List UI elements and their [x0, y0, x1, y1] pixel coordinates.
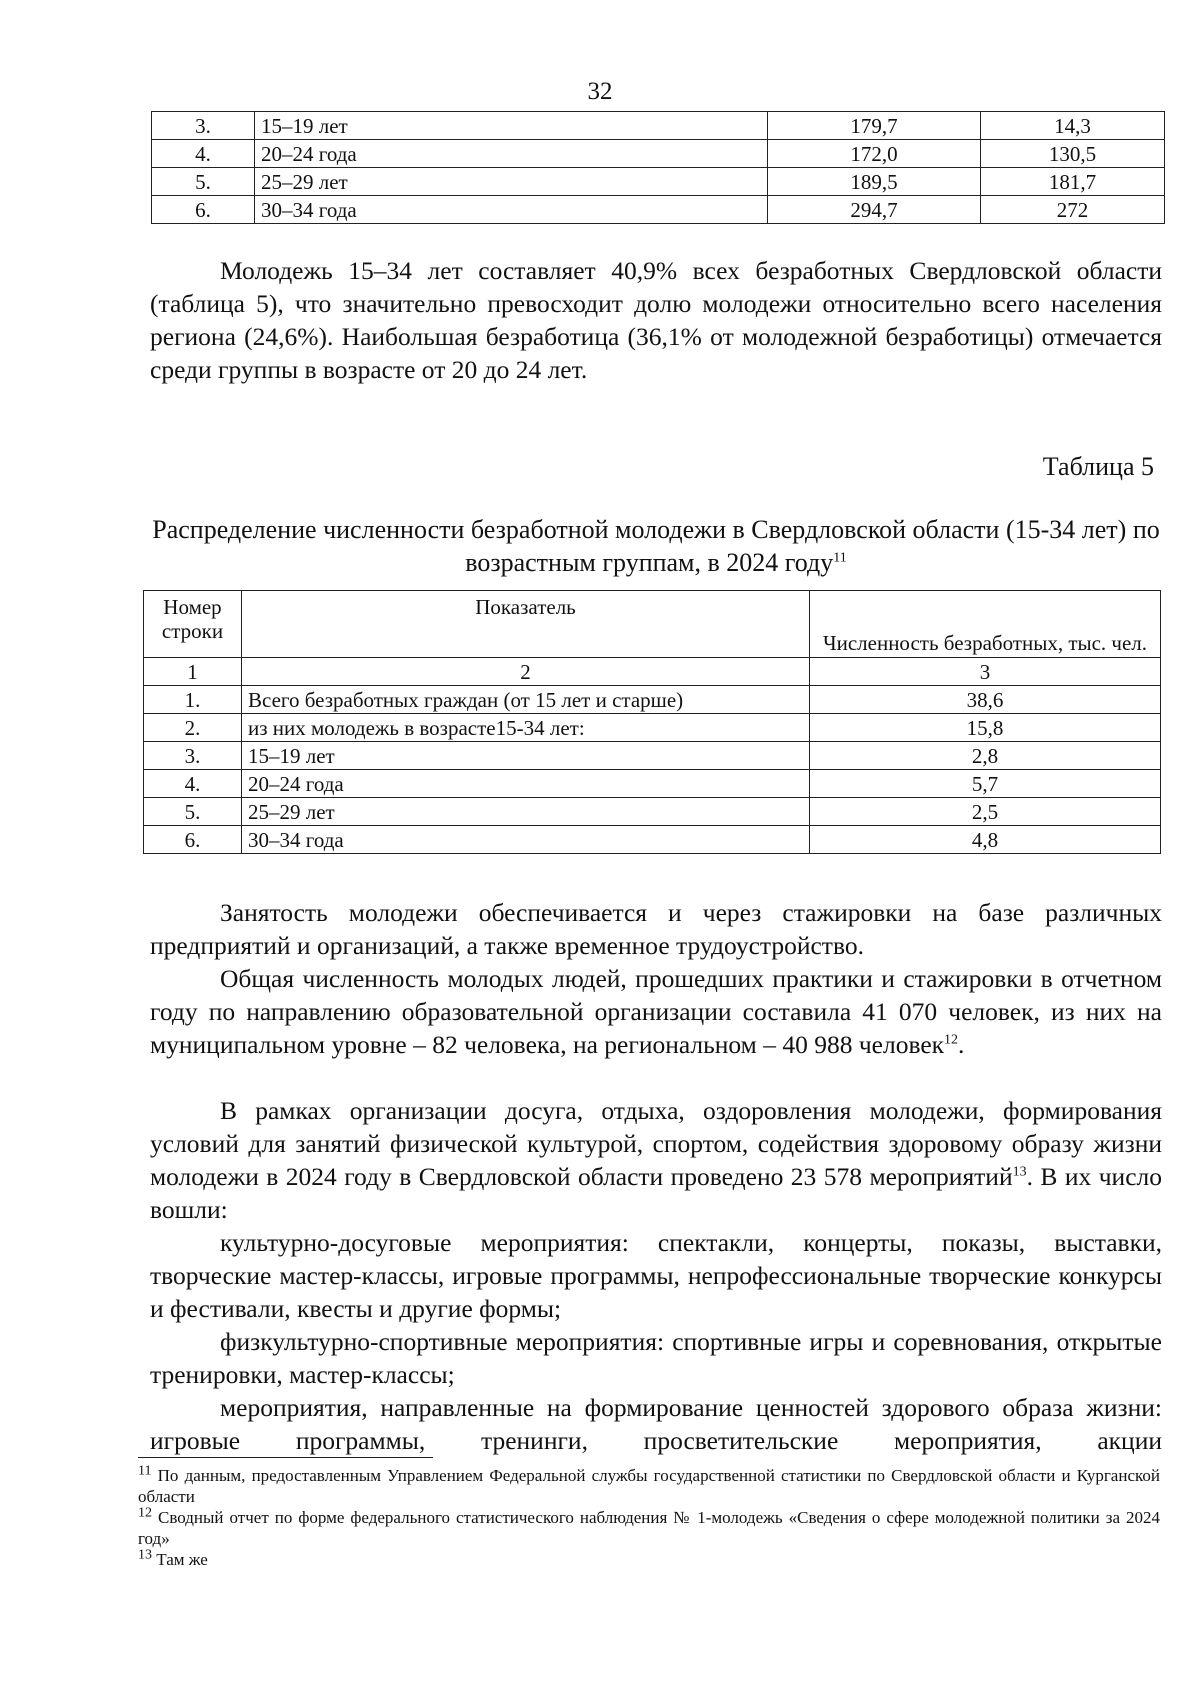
row-value: 272: [981, 196, 1165, 224]
paragraph-text: В рамках организации досуга, отдыха, оздоровления молодежи, формирования условий для занятий физической культурой, спортом, содействия здоровому образу жизни молодежи в 2024 году в Свердловской области проведено 23 578 мероприятий: [150, 1096, 1162, 1191]
row-label: 15–19 лет: [242, 742, 810, 770]
footnote-number: 12: [138, 1505, 152, 1521]
row-value: 14,3: [981, 112, 1165, 140]
row-value: 294,7: [768, 196, 981, 224]
page-number: 32: [587, 78, 613, 105]
footnote-ref: 13: [1012, 1164, 1027, 1180]
header-row-number: Номер строки: [144, 591, 242, 658]
row-number: 4.: [152, 140, 255, 168]
footnotes: [138, 1465, 1160, 1570]
table-title-text: Распределение численности безработной молодежи в Свердловской области (15-34 лет) по возрастным группам, в 2024 году: [152, 515, 1160, 577]
footnote-ref: 11: [833, 550, 847, 566]
continued-table: [151, 111, 1165, 224]
row-value: 2,5: [810, 798, 1161, 826]
row-value: 2,8: [810, 742, 1161, 770]
row-value: 15,8: [810, 714, 1161, 742]
column-number: 3: [810, 658, 1161, 686]
row-label: 20–24 года: [242, 770, 810, 798]
paragraph-text: Общая численность молодых людей, прошедших практики и стажировки в отчетном году по направлению образовательной организации составила 41 070 человек, из них на муниципальном уровне – 82 человека, на региональном – 40 988 человек: [150, 964, 1162, 1059]
footnote: [138, 1465, 1160, 1507]
table-row: [144, 826, 1161, 854]
paragraph-youth-unemployment: Молодежь 15–34 лет составляет 40,9% всех безработных Свердловской области (таблица 5), что значительно превосходит долю молодежи относительно всего населения региона (24,6%). Наибольшая безработица (36,1% от молодежной безработицы) отмечается среди группы в возрасте от 20 до 24 лет.: [150, 256, 1162, 384]
column-number-row: [144, 658, 1161, 686]
column-number: 2: [242, 658, 810, 686]
paragraph-text-tail: . В их число вошли:: [150, 1162, 1162, 1224]
row-label: 30–34 года: [255, 196, 768, 224]
header-indicator: Показатель: [242, 591, 810, 658]
row-value: 179,7: [768, 112, 981, 140]
row-value: 4,8: [810, 826, 1161, 854]
row-number: 6.: [144, 826, 242, 854]
column-number: 1: [144, 658, 242, 686]
paragraph-sport-events: физкультурно-спортивные мероприятия: спортивные игры и соревнования, открытые тренировки, мастер-классы;: [150, 1327, 1162, 1389]
footnote-text: Сводный отчет по форме федерального статистического наблюдения № 1-молодежь «Сведения о сфере молодежной политики за 2024 год»: [138, 1508, 1160, 1548]
paragraph-events: [150, 1094, 1162, 1226]
footnote-text: По данным, предоставленным Управлением Федеральной службы государственной статистики по Свердловской области и Курганской области: [138, 1466, 1160, 1506]
table-header-row: [144, 591, 1161, 658]
row-value: 5,7: [810, 770, 1161, 798]
table-row: [144, 686, 1161, 714]
row-label: 25–29 лет: [242, 798, 810, 826]
footnote-ref: 12: [944, 1032, 959, 1048]
paragraph-cultural-events: культурно-досуговые мероприятия: спектакли, концерты, показы, выставки, творческие мастер-классы, игровые программы, непрофессиональные творческие конкурсы и фестивали, квесты и другие формы;: [150, 1228, 1162, 1323]
table-row: [144, 714, 1161, 742]
row-label: 30–34 года: [242, 826, 810, 854]
unemployment-table: [143, 590, 1161, 854]
paragraph-practice-total: Общая численность молодых людей, прошедших практики и стажировки в отчетном году по направлению образовательной организации составила 41 070 человек, из них на муниципальном уровне – 82 человека, на региональном – 40 988 человек$^{12}$.: [150, 964, 1162, 1059]
header-count: Численность безработных, тыс. чел.: [810, 591, 1161, 658]
paragraph-healthy-lifestyle: мероприятия, направленные на формирование ценностей здорового образа жизни: игровые программы, тренинги, просветительские мероприятия, акции: [150, 1393, 1162, 1455]
table-row: [152, 140, 1165, 168]
row-number: 2.: [144, 714, 242, 742]
footnote-separator: [138, 1457, 433, 1458]
row-value: 38,6: [810, 686, 1161, 714]
footnote-number: 11: [138, 1463, 152, 1479]
row-label: 15–19 лет: [255, 112, 768, 140]
row-number: 6.: [152, 196, 255, 224]
row-value: 130,5: [981, 140, 1165, 168]
row-label: из них молодежь в возрасте15-34 лет:: [242, 714, 810, 742]
row-label: 25–29 лет: [255, 168, 768, 196]
table-row: [152, 168, 1165, 196]
footnote: [138, 1549, 1160, 1570]
footnote-number: 13: [138, 1547, 152, 1563]
table-row: [152, 112, 1165, 140]
row-label: Всего безработных граждан (от 15 лет и старше): [242, 686, 810, 714]
table-title: [150, 513, 1162, 579]
table-label: Таблица 5: [1042, 452, 1154, 481]
table-row: [144, 742, 1161, 770]
row-value: 189,5: [768, 168, 981, 196]
row-number: 3.: [152, 112, 255, 140]
row-number: 4.: [144, 770, 242, 798]
table-row: [152, 196, 1165, 224]
row-number: 1.: [144, 686, 242, 714]
table-row: [144, 770, 1161, 798]
row-number: 3.: [144, 742, 242, 770]
row-label: 20–24 года: [255, 140, 768, 168]
footnote-text: Там же: [152, 1550, 208, 1569]
table-row: [144, 798, 1161, 826]
row-number: 5.: [144, 798, 242, 826]
paragraph-internships: Занятость молодежи обеспечивается и через стажировки на базе различных предприятий и организаций, а также временное трудоустройство.: [150, 898, 1162, 960]
row-value: 181,7: [981, 168, 1165, 196]
row-value: 172,0: [768, 140, 981, 168]
row-number: 5.: [152, 168, 255, 196]
footnote: [138, 1507, 1160, 1549]
